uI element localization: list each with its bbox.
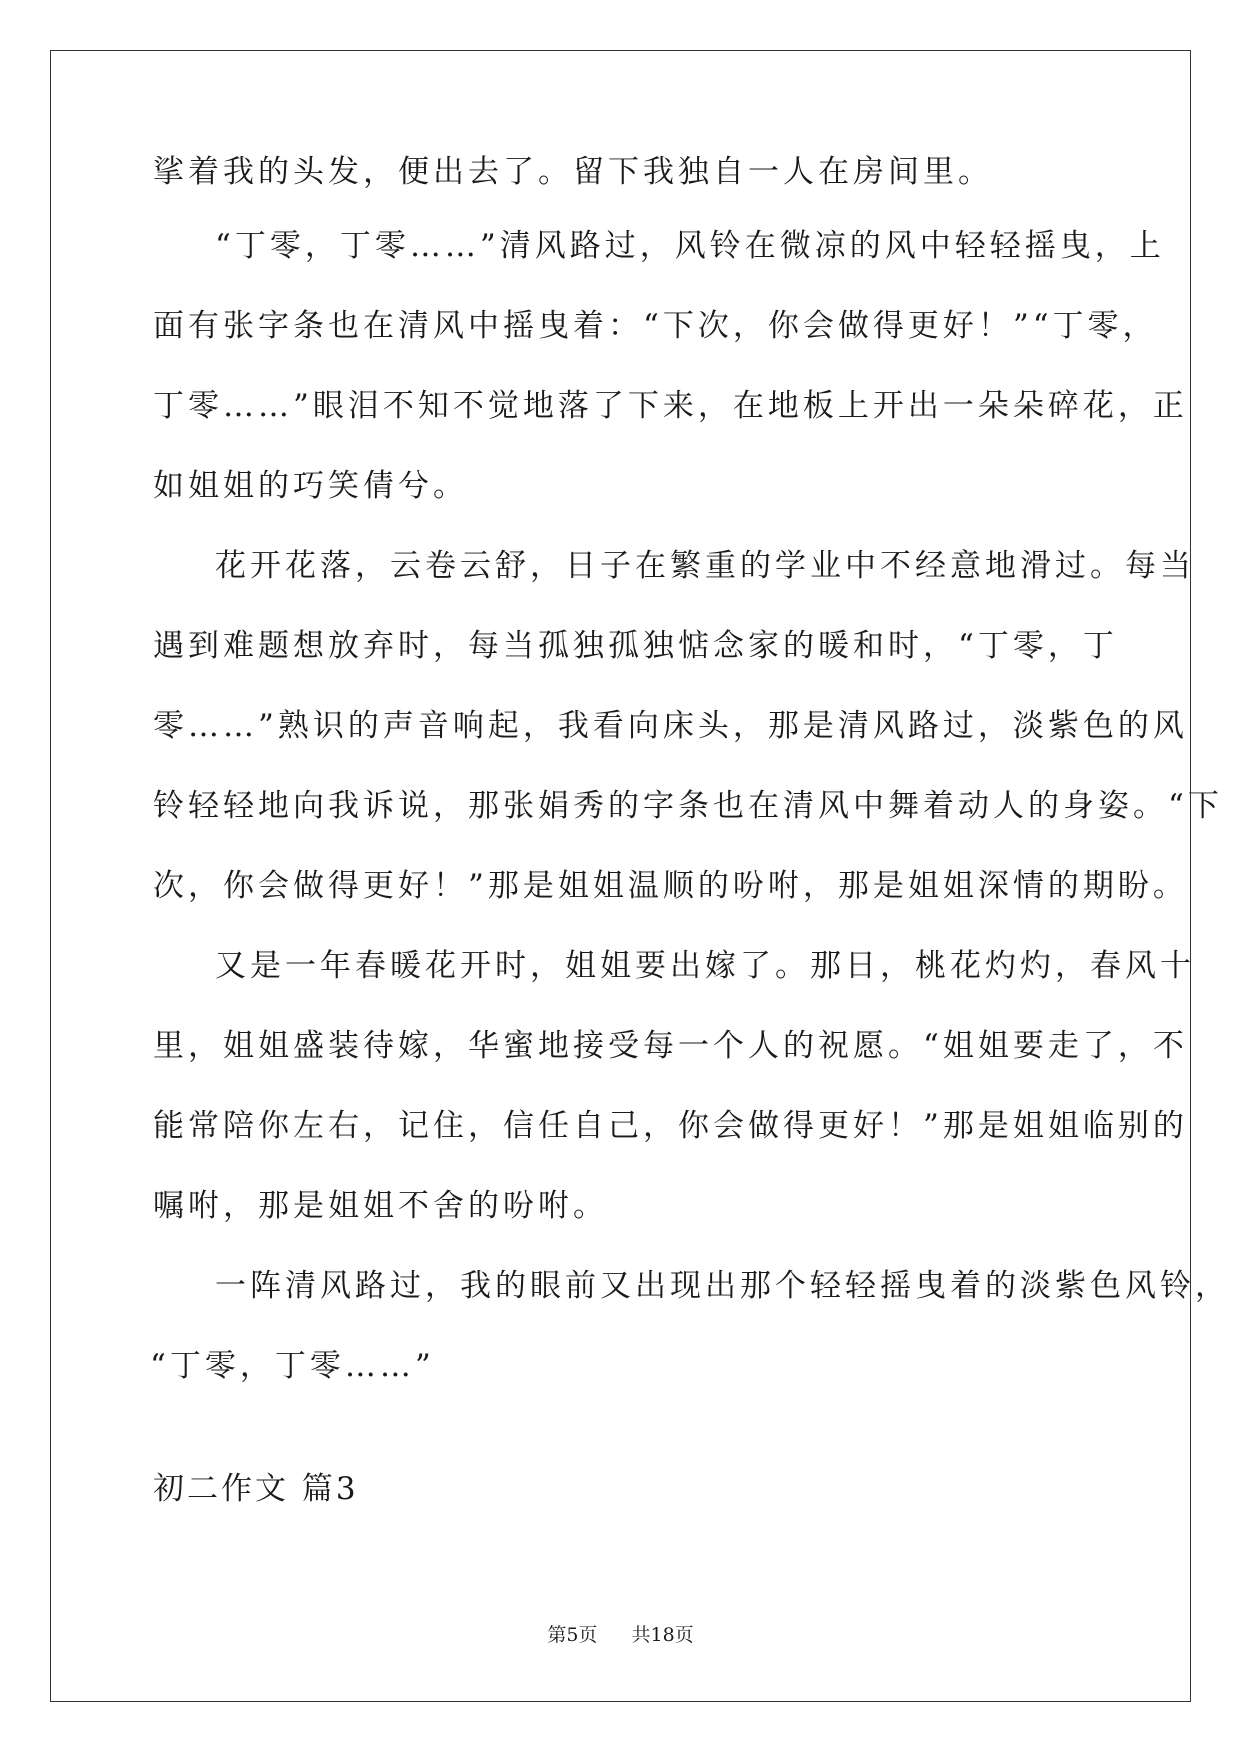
body-line-6: 花开花落，云卷云舒，日子在繁重的学业中不经意地滑过。每当 <box>215 548 1195 584</box>
body-line-1: 挲着我的头发，便出去了。留下我独自一人在房间里。 <box>153 154 993 190</box>
body-line-15: 一阵清风路过，我的眼前又出现出那个轻轻摇曳着的淡紫色风铃， <box>215 1268 1230 1304</box>
body-line-11: 又是一年春暖花开时，姐姐要出嫁了。那日，桃花灼灼，春风十 <box>215 948 1195 984</box>
body-line-14: 嘱咐，那是姐姐不舍的吩咐。 <box>153 1188 608 1224</box>
body-line-5: 如姐姐的巧笑倩兮。 <box>153 468 468 504</box>
body-line-7: 遇到难题想放弃时，每当孤独孤独惦念家的暖和时，“丁零，丁 <box>153 628 1118 664</box>
body-line-16: “丁零，丁零……” <box>150 1348 435 1384</box>
body-line-8: 零……”熟识的声音响起，我看向床头，那是清风路过，淡紫色的风 <box>153 708 1188 744</box>
body-line-10: 次，你会做得更好！”那是姐姐温顺的吩咐，那是姐姐深情的期盼。 <box>153 868 1188 904</box>
page-footer <box>0 1623 1241 1647</box>
page-total: 共18页 <box>631 1624 694 1646</box>
body-line-3: 面有张字条也在清风中摇曳着：“下次，你会做得更好！”“丁零， <box>153 308 1158 344</box>
section-title: 初二作文 篇3 <box>153 1471 359 1507</box>
body-line-2: “丁零，丁零……”清风路过，风铃在微凉的风中轻轻摇曳，上 <box>215 228 1165 264</box>
page-number: 第5页 <box>547 1624 598 1646</box>
body-line-4: 丁零……”眼泪不知不觉地落了下来，在地板上开出一朵朵碎花，正 <box>153 388 1188 424</box>
body-line-12: 里，姐姐盛装待嫁，华蜜地接受每一个人的祝愿。“姐姐要走了，不 <box>153 1028 1188 1064</box>
body-line-9: 铃轻轻地向我诉说，那张娟秀的字条也在清风中舞着动人的身姿。“下 <box>153 788 1223 824</box>
body-line-13: 能常陪你左右，记住，信任自己，你会做得更好！”那是姐姐临别的 <box>153 1108 1188 1144</box>
